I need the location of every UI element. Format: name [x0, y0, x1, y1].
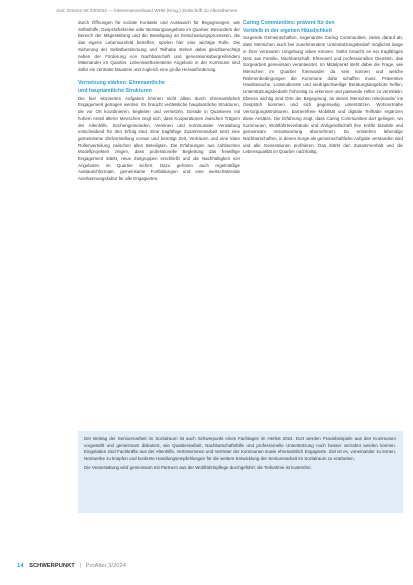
right-section-heading-line-1: Caring Communities: prävent für den [243, 20, 335, 26]
running-header: Aus: Grenze 06 03/2024 — Interessenverband WHB (Hrsg.) Zeitschrift zu Altersthemen [56, 8, 238, 13]
callout-paragraph-1: Der Beitrag der Seniorenarbeit im Sozialraum ist auch Schwerpunkt eines Fachtages im Herbst 2024. Dort werden Praxisbeispiele aus den Kommunen vorgestellt und gemeinsam diskutiert, wie Quartiersarbeit, Nachbarschaftshilfe und professionelle Unterstützung noch besser verzahnt werden können. Eingeladen sind Fachkräfte aus der Altenhilfe, Vertreterinnen und Vertreter der Kommunen sowie ehrenamtlich Engagierte. Ziel ist es, voneinander zu lernen, Netzwerke zu knüpfen und konkrete Handlungsempfehlungen für die weitere Entwicklung der Seniorenarbeit im Sozialraum zu erarbeiten. [84, 436, 396, 462]
right-paragraph-1: Sorgende Gemeinschaften, sogenannte Caring Communities, zielen darauf ab, dass Menschen auch bei zunehmendem Unterstützungsbedarf möglichst lange in ihrer vertrauten Umgebung leben können. Dafür braucht es ein tragfähiges Netz aus Familie, Nachbarschaft, Ehrenamt und professionellen Diensten, das Sorgearbeit gemeinsam verantwortet. Im Mittelpunkt steht dabei die Frage, wie Menschen im Quartier füreinander da sein können und welche Rahmenbedingungen die Kommune dafür schaffen muss. Präventive Hausbesuche, Lotsendienste und niedrigschwellige Beratungsangebote helfen, Unterstützungsbedarfe frühzeitig zu erkennen und passende Hilfen zu vermitteln. Ebenso wichtig sind Orte der Begegnung, an denen Menschen miteinander ins Gespräch kommen und sich gegenseitig unterstützen. Wohnortnahe Versorgungsstrukturen, barrierefreie Mobilität und digitale Teilhabe ergänzen diese Ansätze. Die Erfahrung zeigt, dass Caring Communities dort gelingen, wo Kommunen, Wohlfahrtsverbände und Zivilgesellschaft ihre Kräfte bündeln und gemeinsam Verantwortung übernehmen. So entstehen lebendige Nachbarschaften, in denen Sorge als gemeinschaftliche Aufgabe verstanden wird und alle Generationen profitieren. Das stärkt den Zusammenhalt und die Lebensqualität im Quartier nachhaltig. [243, 35, 403, 155]
page-footer [17, 562, 126, 570]
left-column [78, 20, 240, 190]
left-section-heading-line-1: Vernetzung stärken: Ehrenamtliche [78, 80, 165, 87]
footer-issue-label: ProAlter 3/2024 [85, 563, 126, 569]
right-section-heading-line-2: Verbleib in der eigenen Häuslichkeit [243, 27, 332, 34]
left-section-heading-line-2: und hauptamtliche Strukturen [78, 88, 152, 95]
right-column [243, 20, 403, 163]
left-paragraph-1: durch Öffnungen für soziale Kontakte und Austausch für Begegnungen, wie Selbsthilfe, Gesprächskreise oder Beratungsangebote im Quartier. Besonders der Bereich der Mitgestaltung und die Beteiligung an Entscheidungsprozessen, die das eigene Lebensumfeld betreffen, spielen hier eine wichtige Rolle. Die Sicherung der Selbstbestimmung und Teilhabe stehen dabei gleichberechtigt neben der Förderung von Nachbarschaft und generationsübergreifendem Miteinander im Quartier. Lebensweltorientierte Angebote in der Kommune sind dafür ein zentraler Baustein und zugleich eine große Herausforderung. [78, 20, 240, 72]
callout-text [84, 436, 396, 474]
page-number: 14 [17, 563, 24, 569]
footer-separator: | [79, 563, 81, 569]
left-paragraph-2: Die hier skizzierten Aufgaben können nicht allein durch ehrenamtliches Engagement getragen werden. Es braucht verlässliche hauptamtliche Strukturen, die vor Ort koordinieren, begleiten und vernetzen. Gerade in Quartieren mit hohem Anteil älterer Menschen zeigt sich, dass Kooperationen zwischen Trägern der Altenhilfe, Kirchengemeinden, Vereinen und kommunaler Verwaltung entscheidend für den Erfolg sind. Eine tragfähige Zusammenarbeit setzt eine gemeinsame Zielvorstellung voraus und benötigt Zeit, Vertrauen und eine klare Rollenverteilung zwischen allen Beteiligten. Die Erfahrungen aus zahlreichen Modellprojekten zeigen, dass professionelle Begleitung das freiwillige Engagement stärkt, neue Zielgruppen erschließt und die Nachhaltigkeit von Angeboten im Quartier sichert. Dazu gehören auch regelmäßige Austauschformate, gemeinsame Fortbildungen und eine wertschätzende Anerkennungskultur für alle Engagierten. [78, 95, 240, 182]
info-callout-box [78, 431, 403, 513]
callout-paragraph-2: Die Veranstaltung wird gemeinsam mit Partnern aus der Wohlfahrtspflege durchgeführt; die Teilnahme ist kostenfrei. [84, 464, 312, 470]
footer-section-label: SCHWERPUNKT [29, 563, 75, 569]
